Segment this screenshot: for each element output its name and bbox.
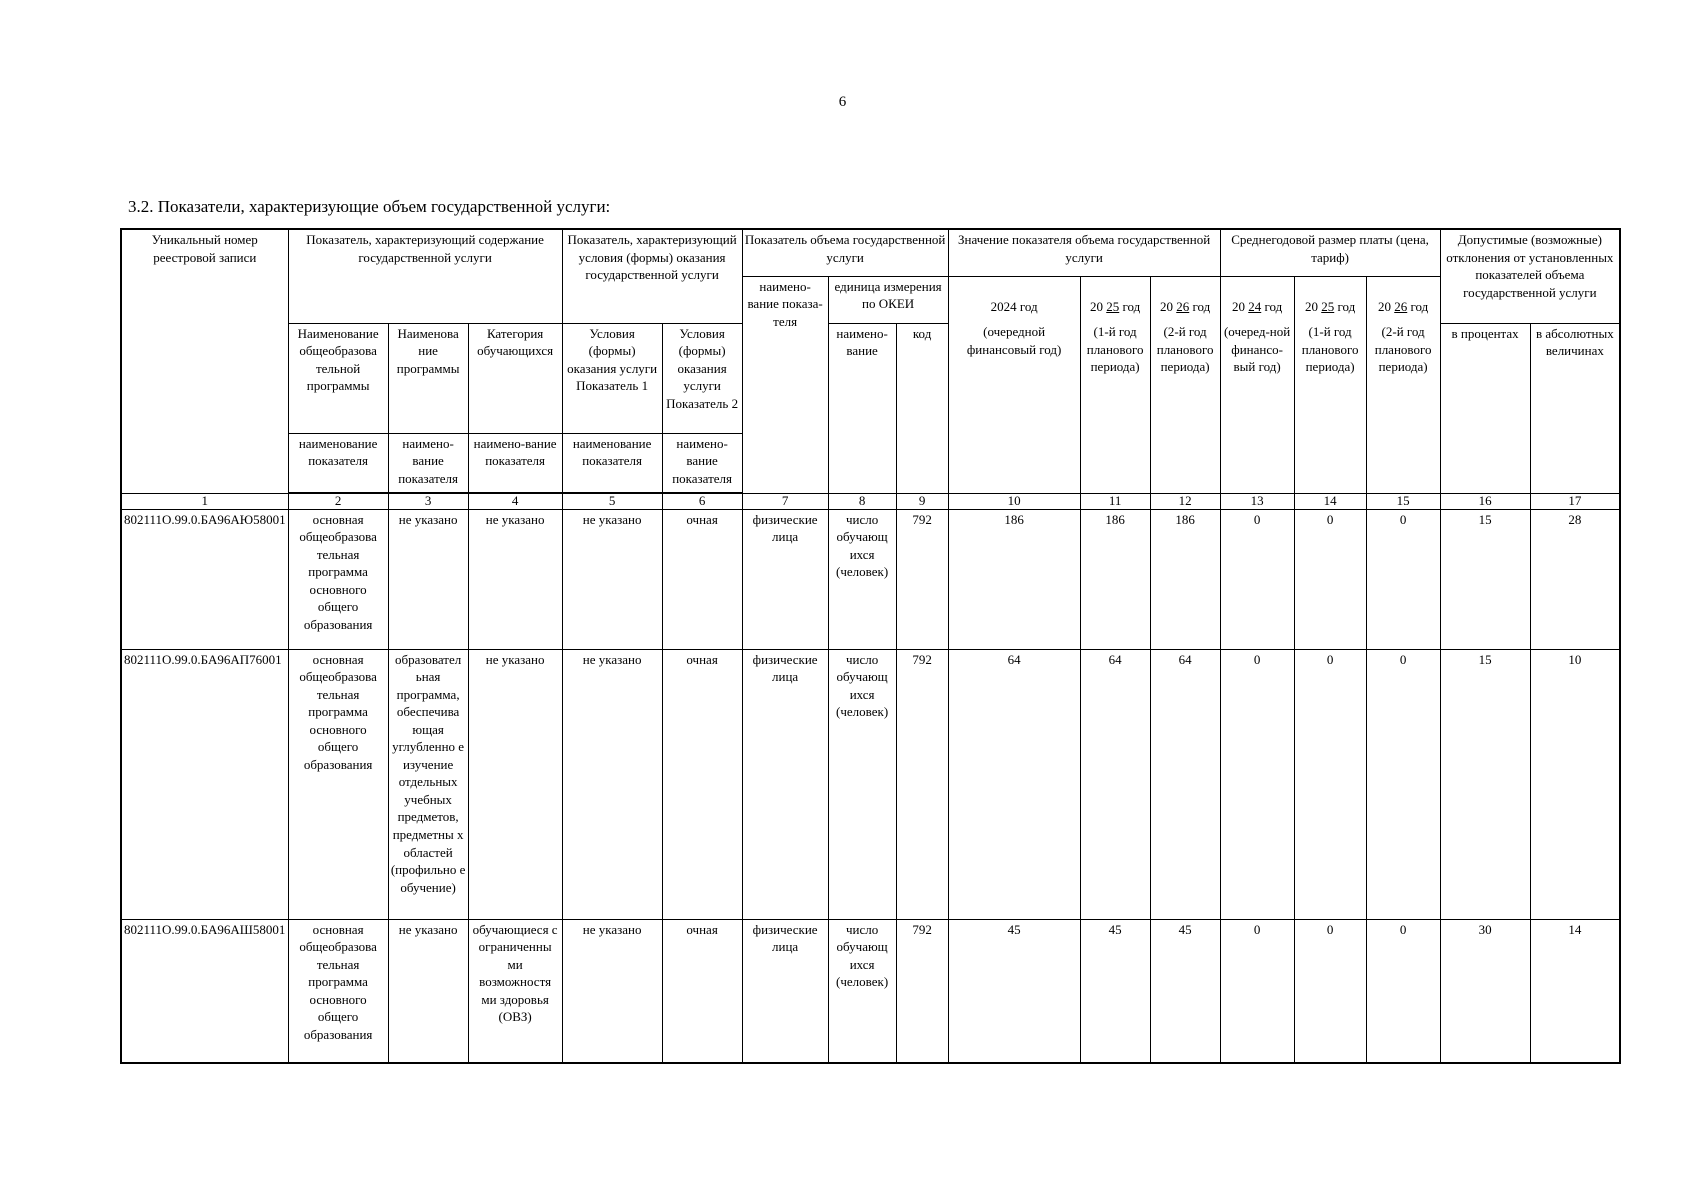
page-number: 6 bbox=[838, 94, 847, 110]
fee-2026-note: (2-й год планового периода) bbox=[1374, 324, 1432, 375]
year-2025-note: (1-й год планового периода) bbox=[1086, 324, 1144, 375]
year-2026-label: 20 26 год bbox=[1159, 298, 1211, 314]
code-cell: 792 bbox=[896, 919, 948, 1063]
condition-2-cell: очная bbox=[662, 649, 742, 919]
program-name-cell: не указано bbox=[388, 919, 468, 1063]
header-unit-okei: единица измерения по ОКЕИ bbox=[828, 276, 948, 323]
fee-2026-cell: 0 bbox=[1366, 919, 1440, 1063]
code-cell: 792 bbox=[896, 509, 948, 649]
column-numbers-row bbox=[121, 493, 1620, 509]
indicator-name-label: наимено-вание показателя bbox=[662, 433, 742, 493]
deviation-absolute-cell: 10 bbox=[1530, 649, 1620, 919]
program-cell: основная общеобразова тельная программа основного общего образования bbox=[288, 509, 388, 649]
deviation-percent-cell: 30 bbox=[1440, 919, 1530, 1063]
value-2024-cell: 64 bbox=[948, 649, 1080, 919]
deviation-absolute-cell: 28 bbox=[1530, 509, 1620, 649]
header-row-1 bbox=[121, 229, 1620, 276]
fee-2026-cell: 0 bbox=[1366, 509, 1440, 649]
category-cell: обучающиеся с ограниченны ми возможностя ми здоровья (ОВЗ) bbox=[468, 919, 562, 1063]
fee-2024-cell: 0 bbox=[1220, 649, 1294, 919]
condition-2-cell: очная bbox=[662, 509, 742, 649]
program-name-cell: образовател ьная программа, обеспечива ющая углубленно е изучение отдельных учебных предметов, предметны х областей (профильно е обучение) bbox=[388, 649, 468, 919]
value-2026-cell: 64 bbox=[1150, 649, 1220, 919]
column-number: 6 bbox=[662, 493, 742, 509]
deviation-absolute-cell: 14 bbox=[1530, 919, 1620, 1063]
column-number: 15 bbox=[1366, 493, 1440, 509]
value-2025-cell: 45 bbox=[1080, 919, 1150, 1063]
deviation-percent-cell: 15 bbox=[1440, 509, 1530, 649]
header-deviations: Допустимые (возможные) отклонения от установленных показателей объема государственной услуги bbox=[1440, 229, 1620, 323]
section-title: 3.2. Показатели, характеризующие объем государственной услуги: bbox=[128, 197, 611, 216]
condition-1-cell: не указано bbox=[562, 509, 662, 649]
program-cell: основная общеобразова тельная программа основного общего образования bbox=[288, 919, 388, 1063]
column-number: 5 bbox=[562, 493, 662, 509]
value-2026-cell: 45 bbox=[1150, 919, 1220, 1063]
header-year-2025 bbox=[1080, 276, 1150, 493]
condition-2-cell: очная bbox=[662, 919, 742, 1063]
header-program-title: Наименование общеобразова тельной программы bbox=[288, 323, 388, 433]
header-program-name: Наименова ние программы bbox=[388, 323, 468, 433]
code-cell: 792 bbox=[896, 649, 948, 919]
header-year-2024 bbox=[948, 276, 1080, 493]
column-number: 14 bbox=[1294, 493, 1366, 509]
indicator-name-label: наимено-вание показателя bbox=[388, 433, 468, 493]
value-2024-cell: 45 bbox=[948, 919, 1080, 1063]
indicator-name-label: наимено-вание показателя bbox=[468, 433, 562, 493]
unit-cell: число обучающ ихся (человек) bbox=[828, 509, 896, 649]
column-number: 4 bbox=[468, 493, 562, 509]
unit-cell: число обучающ ихся (человек) bbox=[828, 919, 896, 1063]
fee-2024-cell: 0 bbox=[1220, 919, 1294, 1063]
header-condition-2: Условия (формы) оказания услуги Показатель 2 bbox=[662, 323, 742, 433]
header-in-absolute: в абсолютных величинах bbox=[1530, 323, 1620, 493]
indicator-cell: физические лица bbox=[742, 649, 828, 919]
column-number: 17 bbox=[1530, 493, 1620, 509]
year-2024-note: (очередной финансовый год) bbox=[966, 324, 1062, 357]
column-number: 9 bbox=[896, 493, 948, 509]
fee-2025-cell: 0 bbox=[1294, 509, 1366, 649]
fee-2026-cell: 0 bbox=[1366, 649, 1440, 919]
header-volume-indicator: Показатель объема государственной услуги bbox=[742, 229, 948, 276]
column-number: 12 bbox=[1150, 493, 1220, 509]
header-conditions-indicator: Показатель, характеризующий условия (формы) оказания государственной услуги bbox=[562, 229, 742, 323]
header-volume-value: Значение показателя объема государственной услуги bbox=[948, 229, 1220, 276]
table-row bbox=[121, 919, 1620, 1063]
registry-number: 802111О.99.0.БА96АШ58001 bbox=[121, 919, 288, 1063]
fee-2026-label: 20 26 год bbox=[1377, 298, 1429, 314]
header-unit-name: наимено-вание bbox=[828, 323, 896, 493]
year-2025-label: 20 25 год bbox=[1089, 298, 1141, 314]
registry-number: 802111О.99.0.БА96АП76001 bbox=[121, 649, 288, 919]
unit-cell: число обучающ ихся (человек) bbox=[828, 649, 896, 919]
fee-2025-note: (1-й год планового периода) bbox=[1301, 324, 1359, 375]
fee-2024-note: (очеред-ной финансо-вый год) bbox=[1223, 324, 1291, 375]
indicator-name-label: наименование показателя bbox=[288, 433, 388, 493]
header-unit-code: код bbox=[896, 323, 948, 493]
column-number: 2 bbox=[288, 493, 388, 509]
table-row bbox=[121, 509, 1620, 649]
value-2025-cell: 64 bbox=[1080, 649, 1150, 919]
value-2025-cell: 186 bbox=[1080, 509, 1150, 649]
header-year-2026 bbox=[1150, 276, 1220, 493]
indicator-cell: физические лица bbox=[742, 509, 828, 649]
column-number: 8 bbox=[828, 493, 896, 509]
condition-1-cell: не указано bbox=[562, 649, 662, 919]
column-number: 13 bbox=[1220, 493, 1294, 509]
header-content-indicator: Показатель, характеризующий содержание государственной услуги bbox=[288, 229, 562, 323]
year-2024-label: 2024 год bbox=[990, 298, 1038, 314]
indicator-cell: физические лица bbox=[742, 919, 828, 1063]
fee-2025-label: 20 25 год bbox=[1304, 298, 1356, 314]
header-avg-fee: Среднегодовой размер платы (цена, тариф) bbox=[1220, 229, 1440, 276]
header-fee-2026 bbox=[1366, 276, 1440, 493]
condition-1-cell: не указано bbox=[562, 919, 662, 1063]
value-2024-cell: 186 bbox=[948, 509, 1080, 649]
header-category: Категория обучающихся bbox=[468, 323, 562, 433]
fee-2024-label: 20 24 год bbox=[1231, 298, 1283, 314]
header-fee-2025 bbox=[1294, 276, 1366, 493]
category-cell: не указано bbox=[468, 649, 562, 919]
fee-2025-cell: 0 bbox=[1294, 919, 1366, 1063]
registry-number: 802111О.99.0.БА96АЮ58001 bbox=[121, 509, 288, 649]
value-2026-cell: 186 bbox=[1150, 509, 1220, 649]
deviation-percent-cell: 15 bbox=[1440, 649, 1530, 919]
header-condition-1: Условия (формы) оказания услуги Показатель 1 bbox=[562, 323, 662, 433]
volume-indicators-table bbox=[120, 228, 1621, 1064]
header-indicator-name: наимено-вание показа-теля bbox=[742, 276, 828, 493]
column-number: 3 bbox=[388, 493, 468, 509]
program-name-cell: не указано bbox=[388, 509, 468, 649]
column-number: 16 bbox=[1440, 493, 1530, 509]
header-in-percent: в процентах bbox=[1440, 323, 1530, 493]
header-unique-number: Уникальный номер реестровой записи bbox=[121, 229, 288, 493]
table-row bbox=[121, 649, 1620, 919]
year-2026-note: (2-й год планового периода) bbox=[1156, 324, 1214, 375]
program-cell: основная общеобразова тельная программа основного общего образования bbox=[288, 649, 388, 919]
column-number: 7 bbox=[742, 493, 828, 509]
category-cell: не указано bbox=[468, 509, 562, 649]
fee-2024-cell: 0 bbox=[1220, 509, 1294, 649]
fee-2025-cell: 0 bbox=[1294, 649, 1366, 919]
indicator-name-label: наименование показателя bbox=[562, 433, 662, 493]
column-number: 11 bbox=[1080, 493, 1150, 509]
header-fee-2024 bbox=[1220, 276, 1294, 493]
column-number: 10 bbox=[948, 493, 1080, 509]
column-number: 1 bbox=[121, 493, 288, 509]
